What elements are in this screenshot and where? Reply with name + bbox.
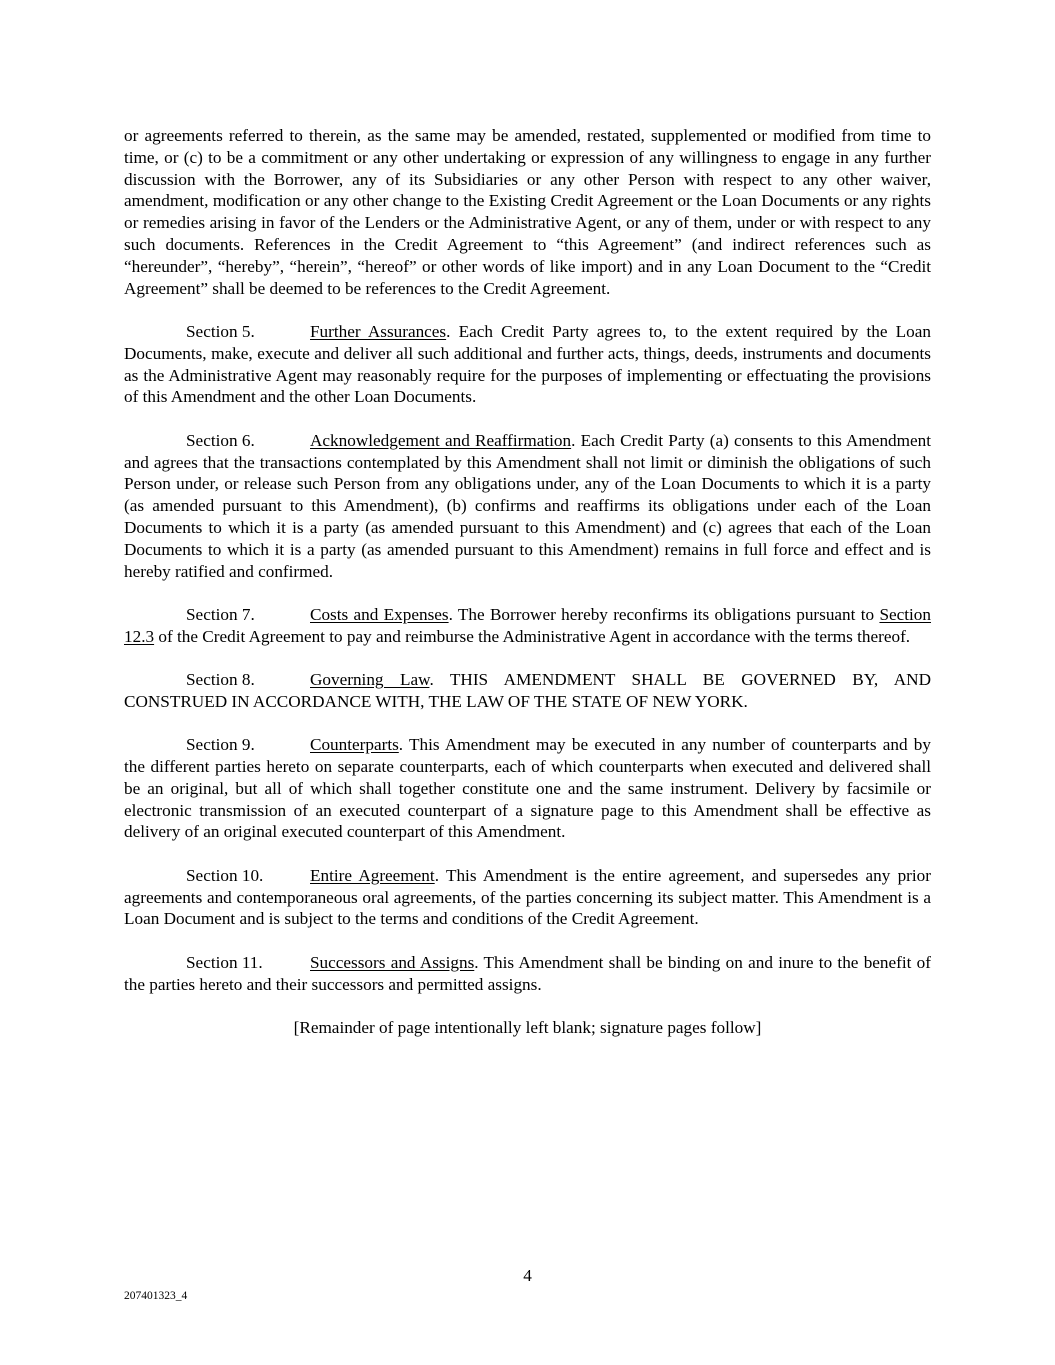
section-text: . Each Credit Party agrees to, to the extent required by the Loan Documents, make, execute and deliver all such additional and further acts, things, deeds, instruments and documents as the Administrative Agent may reasonably require for the purposes of implementing or effectuating the provisions of this Amendment and the other Loan Documents.	[124, 321, 931, 407]
section-title: Further Assurances	[310, 321, 447, 341]
section-number: Section 10.	[186, 865, 264, 885]
section-number: Section 11.	[186, 952, 263, 972]
section-number: Section 6.	[186, 430, 255, 450]
document-id: 207401323_4	[124, 1290, 188, 1302]
section-8-paragraph	[124, 669, 931, 713]
section-number: Section 9.	[186, 735, 255, 755]
section-7-paragraph	[124, 604, 931, 648]
section-text: . This Amendment may be executed in any number of counterparts and by the different parties hereto on separate counterparts, each of which counterparts when executed and delivered shall be an original, but all of which shall together constitute one and the same instrument. Delivery by facsimile or electronic transmission of an executed counterpart of a signature page to this Amendment shall be effective as delivery of an original executed counterpart of this Amendment.	[124, 735, 931, 842]
section-number: Section 8.	[186, 670, 255, 690]
section-5-paragraph	[124, 321, 931, 408]
section-text: . This Amendment shall be binding on and inure to the benefit of the parties hereto and their successors and permitted assigns.	[124, 952, 932, 994]
section-text: . This Amendment is the entire agreement, and supersedes any prior agreements and contemporaneous oral agreements, of the parties concerning its subject matter. This Amendment is a Loan Document and is subject to the terms and conditions of the Credit Agreement.	[124, 865, 931, 929]
section-title: Entire Agreement	[310, 865, 435, 885]
section-9-paragraph	[124, 734, 931, 843]
section-10-paragraph	[124, 865, 931, 930]
section-text: . THIS AMENDMENT SHALL BE GOVERNED BY, AND CONSTRUED IN ACCORDANCE WITH, THE LAW OF THE STATE OF NEW YORK.	[124, 670, 931, 711]
section-reference: Section 12.3	[124, 604, 931, 646]
section-title: Costs and Expenses	[310, 604, 449, 624]
section-text: . The Borrower hereby reconfirms its obligations pursuant to	[448, 604, 880, 624]
closing-note: [Remainder of page intentionally left blank; signature pages follow]	[293, 1018, 762, 1038]
opening-paragraph: or agreements referred to therein, as the same may be amended, restated, supplemented or modified from time to time, or (c) to be a commitment or any other undertaking or expression of any willingness to engage in any further discussion with the Borrower, any of its Subsidiaries or any other Person with respect to any other waiver, amendment, modification or any other change to the Existing Credit Agreement or the Loan Documents or any rights or remedies arising in favor of the Lenders or the Administrative Agent, or any of them, under or with respect to any such documents. References in the Credit Agreement to “this Agreement” (and indirect references such as “hereunder”, “hereby”, “herein”, “hereof” or other words of like import) and in any Loan Document to the “Credit Agreement” shall be deemed to be references to the Credit Agreement.	[124, 126, 931, 298]
page-number: 4	[523, 1266, 532, 1285]
section-text: of the Credit Agreement to pay and reimburse the Administrative Agent in accordance with the terms thereof.	[154, 626, 911, 646]
section-text: . Each Credit Party (a) consents to this Amendment and agrees that the transactions contemplated by this Amendment shall not limit or diminish the obligations of such Person under, or release such Person from any obligations under, any of the Loan Documents to which it is a party (as amended pursuant to this Amendment), (b) confirms and reaffirms its obligations under each of the Loan Documents to which it is a party (as amended pursuant to this Amendment) and (c) agrees that each of the Loan Documents to which it is a party (as amended pursuant to this Amendment) remains in full force and effect and is hereby ratified and confirmed.	[124, 430, 931, 581]
section-number: Section 7.	[186, 604, 255, 624]
document-body	[124, 125, 931, 1039]
section-11-paragraph	[124, 952, 931, 996]
section-title: Successors and Assigns	[310, 952, 475, 972]
section-number: Section 5.	[186, 321, 255, 341]
section-title: Counterparts	[310, 735, 399, 755]
section-title: Governing Law	[310, 670, 430, 690]
section-6-paragraph	[124, 430, 931, 583]
section-title: Acknowledgement and Reaffirmation	[310, 430, 572, 450]
